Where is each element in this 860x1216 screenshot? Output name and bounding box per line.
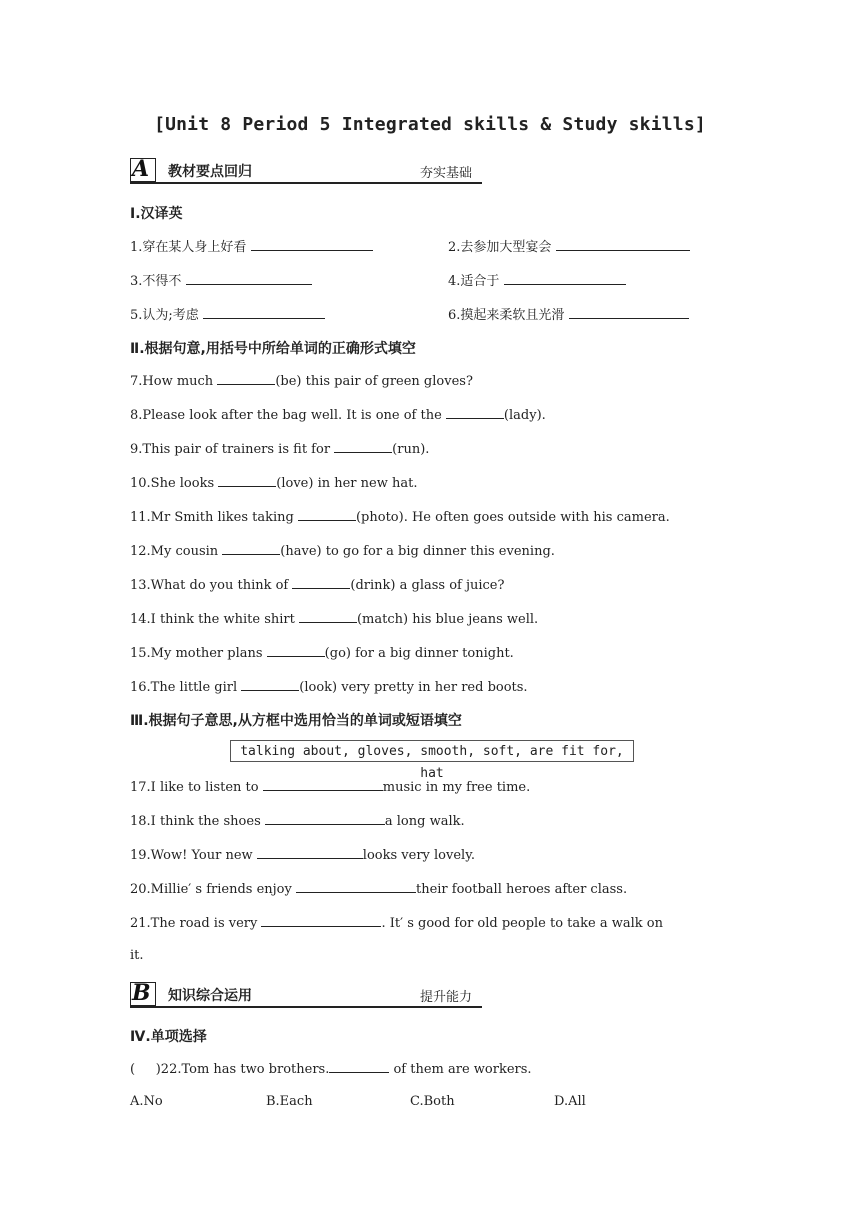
question-17: 17.I like to listen to music in my free time. xyxy=(130,780,531,795)
option-d[interactable]: D.All xyxy=(554,1094,586,1109)
blank[interactable] xyxy=(446,406,504,419)
section-banner-a xyxy=(130,158,482,184)
blank[interactable] xyxy=(298,508,356,521)
blank[interactable] xyxy=(267,644,325,657)
question-13: 13.What do you think of (drink) a glass of juice? xyxy=(130,578,505,593)
blank[interactable] xyxy=(222,542,280,555)
question-10: 10.She looks (love) in her new hat. xyxy=(130,476,418,491)
banner-b-rule xyxy=(130,1006,482,1008)
question-20: 20.Millie′ s friends enjoy their football heroes after class. xyxy=(130,882,628,897)
blank[interactable] xyxy=(296,880,416,893)
question-22: ( )22.Tom has two brothers. of them are workers. xyxy=(130,1062,532,1077)
question-9: 9.This pair of trainers is fit for (run). xyxy=(130,442,430,457)
section-banner-b xyxy=(130,982,482,1008)
section-heading-1: Ⅰ.汉译英 xyxy=(130,206,183,222)
blank[interactable] xyxy=(329,1060,389,1073)
page-title: [Unit 8 Period 5 Integrated skills & Study skills] xyxy=(154,114,706,135)
banner-a-label: 教材要点回归 xyxy=(168,164,252,180)
banner-a-rule xyxy=(130,182,482,184)
blank[interactable] xyxy=(292,576,350,589)
question-19: 19.Wow! Your new looks very lovely. xyxy=(130,848,475,863)
blank[interactable] xyxy=(504,272,626,285)
question-18: 18.I think the shoes a long walk. xyxy=(130,814,465,829)
blank[interactable] xyxy=(334,440,392,453)
word-box: talking about, gloves, smooth, soft, are fit for, hat xyxy=(230,740,634,762)
blank[interactable] xyxy=(218,474,276,487)
blank[interactable] xyxy=(263,778,383,791)
option-b[interactable]: B.Each xyxy=(266,1094,313,1109)
section-heading-3: Ⅲ.根据句子意思,从方框中选用恰当的单词或短语填空 xyxy=(130,713,462,729)
question-16: 16.The little girl (look) very pretty in her red boots. xyxy=(130,680,528,695)
question-14: 14.I think the white shirt (match) his blue jeans well. xyxy=(130,612,539,627)
item-5: 5.认为;考虑 xyxy=(130,304,325,323)
blank[interactable] xyxy=(299,610,357,623)
blank[interactable] xyxy=(257,846,363,859)
banner-a-right: 夯实基础 xyxy=(420,166,473,181)
banner-b-right: 提升能力 xyxy=(420,990,473,1005)
blank[interactable] xyxy=(186,272,312,285)
section-heading-2: Ⅱ.根据句意,用括号中所给单词的正确形式填空 xyxy=(130,341,416,357)
blank[interactable] xyxy=(251,238,373,251)
question-15: 15.My mother plans (go) for a big dinner tonight. xyxy=(130,646,514,661)
item-4: 4.适合于 xyxy=(448,270,626,289)
question-21-continued: it. xyxy=(130,948,144,963)
question-8: 8.Please look after the bag well. It is one of the (lady). xyxy=(130,408,546,423)
blank[interactable] xyxy=(261,914,381,927)
option-a[interactable]: A.No xyxy=(130,1094,163,1109)
item-6: 6.摸起来柔软且光滑 xyxy=(448,304,689,323)
blank[interactable] xyxy=(241,678,299,691)
question-11: 11.Mr Smith likes taking (photo). He often goes outside with his camera. xyxy=(130,510,670,525)
badge-b: B xyxy=(130,982,156,1006)
section-heading-4: Ⅳ.单项选择 xyxy=(130,1029,207,1045)
item-1: 1.穿在某人身上好看 xyxy=(130,236,373,255)
question-21: 21.The road is very . It′ s good for old people to take a walk on xyxy=(130,916,663,931)
question-12: 12.My cousin (have) to go for a big dinner this evening. xyxy=(130,544,555,559)
blank[interactable] xyxy=(217,372,275,385)
blank[interactable] xyxy=(203,306,325,319)
option-c[interactable]: C.Both xyxy=(410,1094,455,1109)
blank[interactable] xyxy=(569,306,689,319)
blank[interactable] xyxy=(556,238,690,251)
item-2: 2.去参加大型宴会 xyxy=(448,236,690,255)
question-7: 7.How much (be) this pair of green gloves? xyxy=(130,374,473,389)
blank[interactable] xyxy=(265,812,385,825)
badge-a: A xyxy=(130,158,156,182)
banner-b-label: 知识综合运用 xyxy=(168,988,252,1004)
item-3: 3.不得不 xyxy=(130,270,312,289)
